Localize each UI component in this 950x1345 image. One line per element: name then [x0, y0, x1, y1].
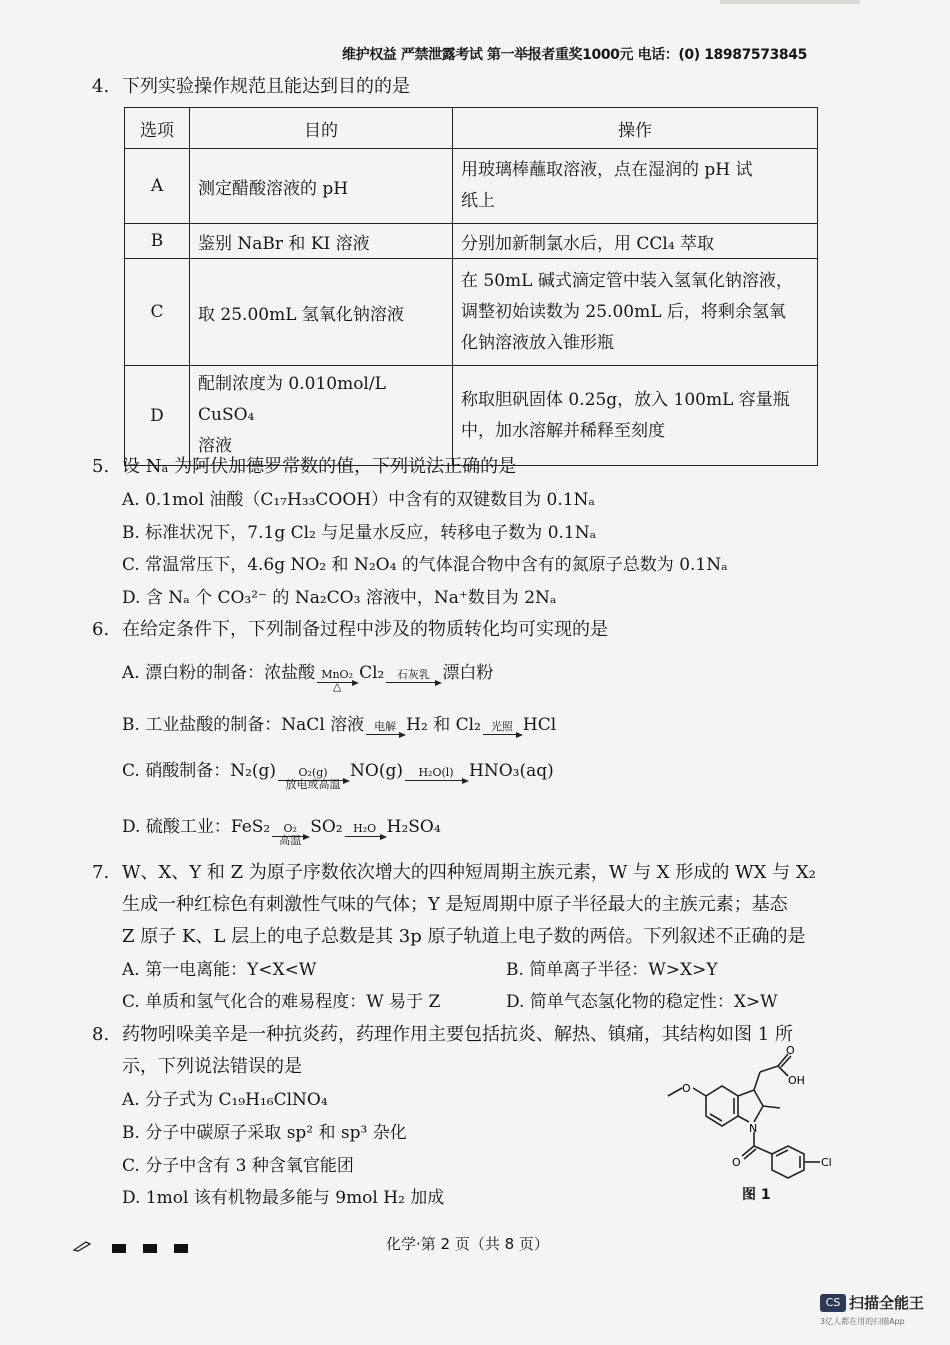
q8-option-d: D. 1mol 该有机物最多能与 9mol H₂ 加成	[122, 1188, 445, 1208]
scan-edge	[720, 0, 860, 4]
option-text: H₂ 和 Cl₂	[406, 715, 481, 735]
row-operation	[453, 366, 818, 466]
row-purpose: 取 25.00mL 氢氧化钠溶液	[190, 259, 453, 366]
indomethacin-structure-figure	[660, 1046, 845, 1201]
operation-line: 在 50mL 碱式滴定管中装入氢氧化钠溶液，	[461, 270, 793, 291]
reaction-arrow	[345, 817, 385, 837]
question-number: 4.	[92, 76, 110, 97]
figure-caption: 图 1	[742, 1187, 771, 1203]
operation-line: 称取胆矾固体 0.25g，放入 100mL 容量瓶	[461, 389, 790, 410]
question-7-stem	[92, 858, 816, 884]
question-text: 设 Nₐ 为阿伏加德罗常数的值，下列说法正确的是	[122, 456, 517, 477]
table-row	[125, 149, 818, 224]
option-text: C. 硝酸制备：N₂(g)	[122, 761, 277, 781]
col-header-option: 选项	[125, 108, 190, 149]
arrow-condition-below: △	[332, 680, 342, 693]
row-option: D	[125, 366, 190, 466]
row-option: B	[125, 224, 190, 259]
col-header-operation: 操作	[453, 108, 818, 149]
operation-line: 中，加水溶解并稀释至刻度	[461, 420, 665, 441]
question-text: W、X、Y 和 Z 为原子序数依次增大的四种短周期主族元素，W 与 X 形成的 WX 与 X₂	[122, 862, 816, 883]
question-7-line: 生成一种红棕色有刺激性气味的气体；Y 是短周期中原子半径最大的主族元素；基态	[122, 894, 788, 915]
oxygen-label: O	[732, 1156, 741, 1169]
oxygen-label: O	[682, 1082, 691, 1095]
reaction-arrow	[386, 663, 440, 683]
purpose-line: 配制浓度为 0.010mol/L CuSO₄	[198, 374, 386, 425]
q7-option-c: C. 单质和氢气化合的难易程度：W 易于 Z	[122, 992, 441, 1012]
question-8-stem	[92, 1020, 793, 1046]
q5-option-c: C. 常温常压下，4.6g NO₂ 和 N₂O₄ 的气体混合物中含有的氮原子总数为 0.1Nₐ	[122, 555, 728, 575]
arrow-condition-below: 放电或高温	[285, 778, 341, 791]
question-number: 7.	[92, 862, 110, 883]
question-6-stem	[92, 615, 608, 641]
option-text: D. 硫酸工业：FeS₂	[122, 817, 271, 837]
row-purpose: 测定醋酸溶液的 pH	[190, 149, 453, 224]
option-text: HNO₃(aq)	[469, 761, 554, 781]
scanner-watermark	[820, 1292, 925, 1326]
reaction-arrow	[272, 817, 308, 847]
reaction-arrow	[278, 761, 348, 791]
marker-block	[112, 1244, 126, 1253]
oxygen-label: O	[786, 1046, 795, 1057]
question-number: 8.	[92, 1024, 110, 1045]
reaction-arrow	[483, 715, 521, 735]
marker-block	[174, 1244, 188, 1253]
marker-block	[143, 1244, 157, 1253]
arrow-condition-above: H₂O(l)	[405, 766, 467, 781]
watermark-name: 扫描全能王	[849, 1294, 925, 1312]
question-4-table	[124, 107, 818, 466]
q6-option-b	[122, 710, 556, 735]
arrow-condition-above: O₂(g)	[278, 766, 348, 781]
table-row	[125, 366, 818, 466]
page-footer: 化学·第 2 页（共 8 页）	[386, 1235, 549, 1253]
q6-option-d	[122, 812, 441, 847]
row-purpose	[190, 366, 453, 466]
q5-option-a: A. 0.1mol 油酸（C₁₇H₃₃COOH）中含有的双键数目为 0.1Nₐ	[122, 490, 595, 510]
table-row	[125, 224, 818, 259]
operation-line: 调整初始读数为 25.00mL 后，将剩余氢氧	[461, 301, 786, 322]
option-text: A. 漂白粉的制备：浓盐酸	[122, 663, 316, 683]
option-text: 漂白粉	[442, 663, 494, 683]
camscanner-logo-icon: CS	[820, 1294, 846, 1312]
question-7-line: Z 原子 K、L 层上的电子总数是其 3p 原子轨道上电子数的两倍。下列叙述不正确的是	[122, 926, 806, 947]
option-text: HCl	[522, 715, 557, 735]
q8-option-a: A. 分子式为 C₁₉H₁₆ClNO₄	[122, 1090, 328, 1110]
arrow-condition-below: 高温	[279, 834, 302, 847]
q7-option-b: B. 简单离子半径：W>X>Y	[506, 960, 718, 980]
reaction-arrow	[317, 663, 357, 693]
question-number: 5.	[92, 456, 110, 477]
question-5-stem	[92, 452, 516, 478]
reaction-arrow	[405, 761, 467, 781]
arrow-condition-above: 光照	[483, 720, 521, 735]
option-text: SO₂	[310, 817, 343, 837]
option-text: B. 工业盐酸的制备：NaCl 溶液	[122, 715, 365, 735]
page-marker-blocks	[112, 1238, 205, 1257]
operation-line: 用玻璃棒蘸取溶液，点在湿润的 pH 试	[461, 160, 753, 180]
q7-option-a: A. 第一电离能：Y<X<W	[122, 960, 317, 980]
hydroxyl-label: OH	[788, 1074, 805, 1087]
q8-option-b: B. 分子中碳原子采取 sp² 和 sp³ 杂化	[122, 1123, 407, 1143]
row-operation	[453, 259, 818, 366]
row-operation	[453, 149, 818, 224]
reaction-arrow	[366, 715, 404, 735]
arrow-condition-above: O₂	[272, 822, 308, 837]
question-text: 在给定条件下，下列制备过程中涉及的物质转化均可实现的是	[122, 619, 608, 640]
row-operation: 分别加新制氯水后，用 CCl₄ 萃取	[453, 224, 818, 259]
chlorine-label: Cl	[821, 1156, 832, 1169]
row-option: C	[125, 259, 190, 366]
question-4-stem	[92, 72, 410, 98]
q8-option-c: C. 分子中含有 3 种含氧官能团	[122, 1156, 354, 1176]
question-text: 下列实验操作规范且能达到目的的是	[122, 76, 410, 97]
arrow-condition-above: H₂O	[345, 822, 385, 837]
option-text: H₂SO₄	[386, 817, 441, 837]
operation-line: 纸上	[461, 191, 495, 211]
q5-option-b: B. 标准状况下，7.1g Cl₂ 与足量水反应，转移电子数为 0.1Nₐ	[122, 523, 597, 543]
table-row	[125, 259, 818, 366]
q6-option-c	[122, 756, 554, 791]
row-option: A	[125, 149, 190, 224]
question-number: 6.	[92, 619, 110, 640]
purpose-line: 溶液	[198, 436, 232, 456]
anti-leak-header: 维护权益 严禁泄露考试 第一举报者重奖1000元 电话：(0) 18987573845	[342, 47, 807, 63]
arrow-condition-above: 石灰乳	[386, 668, 440, 683]
operation-line: 化钠溶液放入锥形瓶	[461, 332, 614, 353]
pen-mark-icon	[72, 1240, 92, 1252]
question-text: 药物吲哚美辛是一种抗炎药，药理作用主要包括抗炎、解热、镇痛，其结构如图 1 所	[122, 1024, 793, 1045]
arrow-condition-above: MnO₂	[317, 668, 357, 683]
q5-option-d: D. 含 Nₐ 个 CO₃²⁻ 的 Na₂CO₃ 溶液中，Na⁺数目为 2Nₐ	[122, 588, 557, 608]
watermark-tagline: 3亿人都在用的扫描App	[820, 1317, 905, 1326]
question-8-line: 示，下列说法错误的是	[122, 1056, 302, 1077]
option-text: Cl₂	[359, 663, 385, 683]
q6-option-a	[122, 658, 494, 693]
col-header-purpose: 目的	[190, 108, 453, 149]
row-purpose: 鉴别 NaBr 和 KI 溶液	[190, 224, 453, 259]
nitrogen-label: N	[749, 1122, 758, 1135]
table-header-row	[125, 108, 818, 149]
q7-option-d: D. 简单气态氢化物的稳定性：X>W	[506, 992, 778, 1012]
arrow-condition-above: 电解	[366, 720, 404, 735]
option-text: NO(g)	[350, 761, 404, 781]
